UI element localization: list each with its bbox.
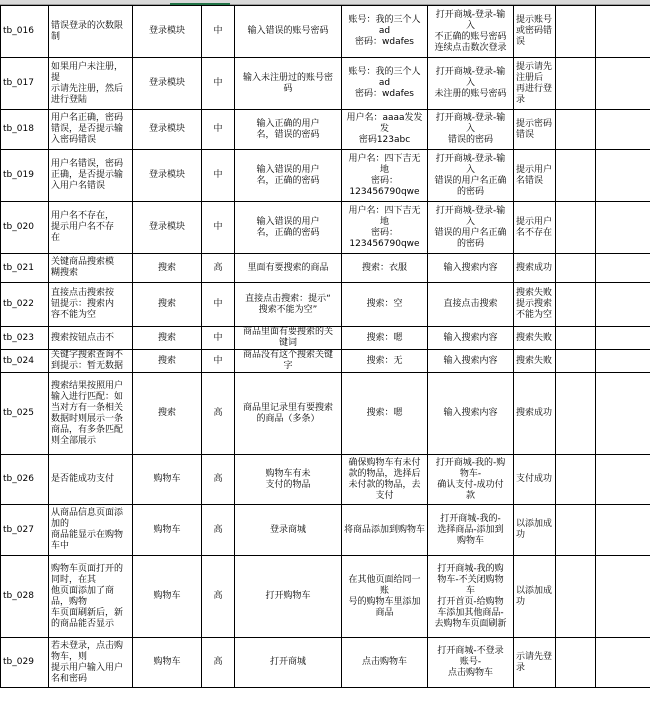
- test-case-table: [0, 5, 650, 688]
- test-data-cell[interactable]: 账号：我的三个人 ad 密码：wdafes: [342, 58, 428, 110]
- module-cell[interactable]: 购物车: [133, 505, 202, 556]
- expected-cell[interactable]: 提示账号 或密码错 误: [514, 6, 556, 58]
- description-cell[interactable]: 搜索按钮点击不: [49, 327, 133, 350]
- expected-cell[interactable]: 搜索失败 提示搜索 不能为空: [514, 283, 556, 327]
- table-row: [1, 283, 650, 327]
- operation-cell[interactable]: 打开商城-我的购 物车-不关闭购物 车 打开首页-给购物 车添加其他商品- 去购物车页面刷新: [428, 556, 514, 638]
- description-cell[interactable]: 是否能成功支付: [49, 455, 133, 505]
- operation-cell[interactable]: 打开商城-登录-输 入 错误的密码: [428, 110, 514, 150]
- description-cell[interactable]: 搜索结果按照用户 输入进行匹配：如 当对方有一条相关 数据时则展示一条 商品，有多条匹配 则全部展示: [49, 373, 133, 455]
- operation-cell[interactable]: 输入搜索内容: [428, 373, 514, 455]
- id-cell[interactable]: tb_017: [1, 58, 49, 110]
- id-cell[interactable]: tb_016: [1, 6, 49, 58]
- priority-cell[interactable]: 中: [202, 6, 235, 58]
- module-cell[interactable]: 购物车: [133, 455, 202, 505]
- description-cell[interactable]: 用户名不存在， 提示用户名不存 在: [49, 202, 133, 254]
- operation-cell[interactable]: 直接点击搜索: [428, 283, 514, 327]
- module-cell[interactable]: 登录模块: [133, 150, 202, 202]
- empty-cell[interactable]: [596, 283, 650, 327]
- id-cell[interactable]: tb_024: [1, 350, 49, 373]
- steps-cell[interactable]: 输入错误的用户 名，正确的密码: [235, 150, 342, 202]
- description-cell[interactable]: 关键商品搜索模 糊搜索: [49, 254, 133, 283]
- steps-cell[interactable]: 商品没有这个搜索关键 字: [235, 350, 342, 373]
- table-row: [1, 505, 650, 556]
- table-row: [1, 6, 650, 58]
- test-data-cell[interactable]: 将商品添加到购物车: [342, 505, 428, 556]
- test-data-cell[interactable]: 搜索：嗯: [342, 327, 428, 350]
- table-row: [1, 150, 650, 202]
- table-row: [1, 638, 650, 688]
- table-row: [1, 455, 650, 505]
- empty-cell[interactable]: [556, 455, 596, 505]
- id-cell[interactable]: tb_029: [1, 638, 49, 688]
- priority-cell[interactable]: 中: [202, 202, 235, 254]
- empty-cell[interactable]: [556, 58, 596, 110]
- empty-cell[interactable]: [556, 350, 596, 373]
- module-cell[interactable]: 搜索: [133, 254, 202, 283]
- table-row: [1, 58, 650, 110]
- test-data-cell[interactable]: 搜索：无: [342, 350, 428, 373]
- description-cell[interactable]: 如果用户未注册， 提 示请先注册，然后 进行登陆: [49, 58, 133, 110]
- test-data-cell[interactable]: 用户名：四下吉无 地 密码： 123456790qwe: [342, 150, 428, 202]
- description-cell[interactable]: 用户名正确，密码 错误，是否提示输 入密码错误: [49, 110, 133, 150]
- expected-cell[interactable]: 搜索失败: [514, 350, 556, 373]
- empty-cell[interactable]: [596, 455, 650, 505]
- empty-cell[interactable]: [596, 202, 650, 254]
- operation-cell[interactable]: 输入搜索内容: [428, 254, 514, 283]
- empty-cell[interactable]: [556, 150, 596, 202]
- priority-cell[interactable]: 中: [202, 150, 235, 202]
- empty-cell[interactable]: [596, 505, 650, 556]
- operation-cell[interactable]: 打开商城-登录-输 入 错误的用户名正确 的密码: [428, 202, 514, 254]
- operation-cell[interactable]: 打开商城-不登录 账号- 点击购物车: [428, 638, 514, 688]
- module-cell[interactable]: 登录模块: [133, 6, 202, 58]
- priority-cell[interactable]: 高: [202, 638, 235, 688]
- empty-cell[interactable]: [556, 254, 596, 283]
- table-row: [1, 350, 650, 373]
- test-data-cell[interactable]: 搜索：嗯: [342, 373, 428, 455]
- test-data-cell[interactable]: 在其他页面给同一 账 号的购物车里添加 商品: [342, 556, 428, 638]
- expected-cell[interactable]: 支付成功: [514, 455, 556, 505]
- module-cell[interactable]: 搜索: [133, 283, 202, 327]
- priority-cell[interactable]: 高: [202, 455, 235, 505]
- empty-cell[interactable]: [556, 638, 596, 688]
- module-cell[interactable]: 登录模块: [133, 110, 202, 150]
- description-cell[interactable]: 购物车页面打开的 同时，在其 他页面添加了商 品，购物 车页面刷新后，新 的商品能否显示: [49, 556, 133, 638]
- test-data-cell[interactable]: 点击购物车: [342, 638, 428, 688]
- test-data-cell[interactable]: 确保购物车有未付 款的物品，选择后 未付款的物品，去 支付: [342, 455, 428, 505]
- empty-cell[interactable]: [596, 110, 650, 150]
- module-cell[interactable]: 搜索: [133, 327, 202, 350]
- steps-cell[interactable]: 输入错误的用户 名，正确的密码: [235, 202, 342, 254]
- operation-cell[interactable]: 打开商城-登录-输 入 错误的用户名正确 的密码: [428, 150, 514, 202]
- module-cell[interactable]: 登录模块: [133, 58, 202, 110]
- table-row: [1, 202, 650, 254]
- id-cell[interactable]: tb_020: [1, 202, 49, 254]
- expected-cell[interactable]: 提示用户 名错误: [514, 150, 556, 202]
- steps-cell[interactable]: 输入正确的用户 名，错误的密码: [235, 110, 342, 150]
- priority-cell[interactable]: 中: [202, 350, 235, 373]
- operation-cell[interactable]: 打开商城-登录-输 入 不正确的账号密码 连续点击数次登录: [428, 6, 514, 58]
- id-cell[interactable]: tb_027: [1, 505, 49, 556]
- priority-cell[interactable]: 高: [202, 254, 235, 283]
- empty-cell[interactable]: [596, 373, 650, 455]
- priority-cell[interactable]: 高: [202, 505, 235, 556]
- expected-cell[interactable]: 示请先登录: [514, 638, 556, 688]
- empty-cell[interactable]: [596, 254, 650, 283]
- description-cell[interactable]: 用户名错误，密码 正确，是否提示输 入用户名错误: [49, 150, 133, 202]
- test-data-cell[interactable]: 搜索：衣服: [342, 254, 428, 283]
- table-row: [1, 327, 650, 350]
- expected-cell[interactable]: 提示请先 注册后 再进行登 录: [514, 58, 556, 110]
- id-cell[interactable]: tb_023: [1, 327, 49, 350]
- operation-cell[interactable]: 打开商城-我的-购 物车- 确认支付-成功付 款: [428, 455, 514, 505]
- operation-cell[interactable]: 打开商城-登录-输 入 未注册的账号密码: [428, 58, 514, 110]
- steps-cell[interactable]: 购物车有未 支付的物品: [235, 455, 342, 505]
- empty-cell[interactable]: [556, 6, 596, 58]
- expected-cell[interactable]: 搜索成功: [514, 373, 556, 455]
- steps-cell[interactable]: 商品里面有要搜索的关 键词: [235, 327, 342, 350]
- empty-cell[interactable]: [556, 283, 596, 327]
- module-cell[interactable]: 登录模块: [133, 202, 202, 254]
- test-data-cell[interactable]: 用户名：四下吉无 地 密码： 123456790qwe: [342, 202, 428, 254]
- priority-cell[interactable]: 中: [202, 327, 235, 350]
- expected-cell[interactable]: 以添加成功: [514, 505, 556, 556]
- table-row: [1, 556, 650, 638]
- empty-cell[interactable]: [596, 327, 650, 350]
- id-cell[interactable]: tb_018: [1, 110, 49, 150]
- priority-cell[interactable]: 高: [202, 556, 235, 638]
- steps-cell[interactable]: 输入未注册过的账号密 码: [235, 58, 342, 110]
- id-cell[interactable]: tb_025: [1, 373, 49, 455]
- description-cell[interactable]: 关键字搜索查询不 到提示：暂无数据: [49, 350, 133, 373]
- empty-cell[interactable]: [556, 110, 596, 150]
- test-data-cell[interactable]: 账号：我的三个人 ad 密码：wdafes: [342, 6, 428, 58]
- priority-cell[interactable]: 中: [202, 58, 235, 110]
- empty-cell[interactable]: [596, 638, 650, 688]
- steps-cell[interactable]: 打开购物车: [235, 556, 342, 638]
- expected-cell[interactable]: 搜索失败: [514, 327, 556, 350]
- priority-cell[interactable]: 高: [202, 373, 235, 455]
- empty-cell[interactable]: [596, 556, 650, 638]
- description-cell[interactable]: 错误登录的次数限 制: [49, 6, 133, 58]
- id-cell[interactable]: tb_019: [1, 150, 49, 202]
- operation-cell[interactable]: 输入搜索内容: [428, 327, 514, 350]
- test-data-cell[interactable]: 搜索：空: [342, 283, 428, 327]
- empty-cell[interactable]: [596, 350, 650, 373]
- module-cell[interactable]: 搜索: [133, 373, 202, 455]
- empty-cell[interactable]: [556, 202, 596, 254]
- description-cell[interactable]: 若未登录，点击购 物车，则 提示用户输入用户 名和密码: [49, 638, 133, 688]
- id-cell[interactable]: tb_021: [1, 254, 49, 283]
- priority-cell[interactable]: 中: [202, 110, 235, 150]
- description-cell[interactable]: 直接点击搜索按 钮提示：搜索内 容不能为空: [49, 283, 133, 327]
- test-data-cell[interactable]: 用户名：aaaa发发 发 密码123abc: [342, 110, 428, 150]
- steps-cell[interactable]: 打开商城: [235, 638, 342, 688]
- module-cell[interactable]: 购物车: [133, 556, 202, 638]
- empty-cell[interactable]: [596, 150, 650, 202]
- expected-cell[interactable]: 搜索成功: [514, 254, 556, 283]
- table-row: [1, 254, 650, 283]
- table-row: [1, 373, 650, 455]
- priority-cell[interactable]: 中: [202, 283, 235, 327]
- module-cell[interactable]: 搜索: [133, 350, 202, 373]
- table-row: [1, 110, 650, 150]
- empty-cell[interactable]: [556, 327, 596, 350]
- steps-cell[interactable]: 输入错误的账号密码: [235, 6, 342, 58]
- steps-cell[interactable]: 登录商城: [235, 505, 342, 556]
- id-cell[interactable]: tb_026: [1, 455, 49, 505]
- description-cell[interactable]: 从商品信息页面添 加的 商品能显示在购物 车中: [49, 505, 133, 556]
- operation-cell[interactable]: 打开商城-我的- 选择商品-添加到 购物车: [428, 505, 514, 556]
- id-cell[interactable]: tb_022: [1, 283, 49, 327]
- empty-cell[interactable]: [556, 373, 596, 455]
- empty-cell[interactable]: [596, 6, 650, 58]
- empty-cell[interactable]: [556, 505, 596, 556]
- expected-cell[interactable]: 以添加成功: [514, 556, 556, 638]
- empty-cell[interactable]: [596, 58, 650, 110]
- module-cell[interactable]: 购物车: [133, 638, 202, 688]
- id-cell[interactable]: tb_028: [1, 556, 49, 638]
- expected-cell[interactable]: 提示用户 名不存在: [514, 202, 556, 254]
- expected-cell[interactable]: 提示密码 错误: [514, 110, 556, 150]
- steps-cell[interactable]: 商品里记录里有要搜索 的商品（多条）: [235, 373, 342, 455]
- empty-cell[interactable]: [556, 556, 596, 638]
- steps-cell[interactable]: 里面有要搜索的商品: [235, 254, 342, 283]
- steps-cell[interactable]: 直接点击搜索：提示“ 搜索不能为空”: [235, 283, 342, 327]
- operation-cell[interactable]: 输入搜索内容: [428, 350, 514, 373]
